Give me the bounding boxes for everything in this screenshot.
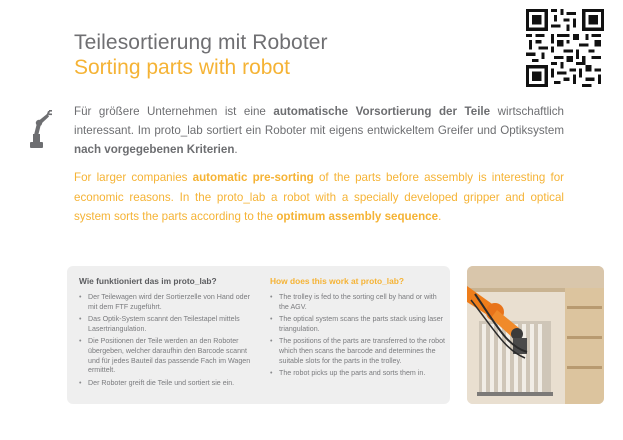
list-item: • The positions of the parts are transferred to the robot which then scans the barcode and determines the suitable slots for the parts in the trolley.: [270, 337, 445, 366]
how-it-works-panel: [67, 266, 450, 404]
how-it-works-heading-de: Wie funktioniert das im proto_lab?: [79, 276, 217, 286]
intro-paragraph-en: For larger companies automatic pre-sorting of the parts before assembly is interesting for economic reasons. In the proto_lab a robot with a specially developed gripper and optical system sorts the parts according to the optimum assembly sequence.: [74, 171, 565, 223]
robot-photo-image: [467, 266, 604, 404]
list-item: • The robot picks up the parts and sorts them in.: [270, 369, 445, 379]
how-it-works-column-en: [270, 276, 445, 382]
page-title-de: Teilesortierung mit Roboter: [74, 31, 328, 54]
list-item: • The optical system scans the parts stack using laser triangulation.: [270, 315, 445, 334]
robot-photo: [467, 266, 604, 404]
robot-arm-icon: [27, 109, 53, 149]
qr-code-icon[interactable]: [526, 9, 604, 87]
list-item: • The trolley is fed to the sorting cell by hand or with the AGV.: [270, 293, 445, 312]
list-item: • Die Positionen der Teile werden an den Roboter übergeben, welcher daraufhin den Barcode scannt und für jedes Bauteil das passende Fach im Wagen ermittelt.: [79, 337, 254, 375]
how-it-works-heading-en: How does this work at proto_lab?: [270, 276, 405, 286]
list-item: • Der Roboter greift die Teile und sortiert sie ein.: [79, 379, 254, 389]
how-it-works-column-de: [79, 276, 254, 391]
intro-paragraph-de: Für größere Unternehmen ist eine automatische Vorsortierung der Teile wirtschaftlich interessant. Im proto_lab sortiert ein Roboter mit eigens entwickeltem Greifer und Optiksystem nach vorgegebenen Kriterien.: [74, 105, 564, 156]
page-title-en: Sorting parts with robot: [74, 56, 290, 79]
list-item: • Der Teilewagen wird der Sortierzelle von Hand oder mit dem FTF zugeführt.: [79, 293, 254, 312]
list-item: • Das Optik-System scannt den Teilestapel mittels Lasertriangulation.: [79, 315, 254, 334]
steps-list-de: [79, 293, 254, 388]
steps-list-en: [270, 293, 445, 379]
